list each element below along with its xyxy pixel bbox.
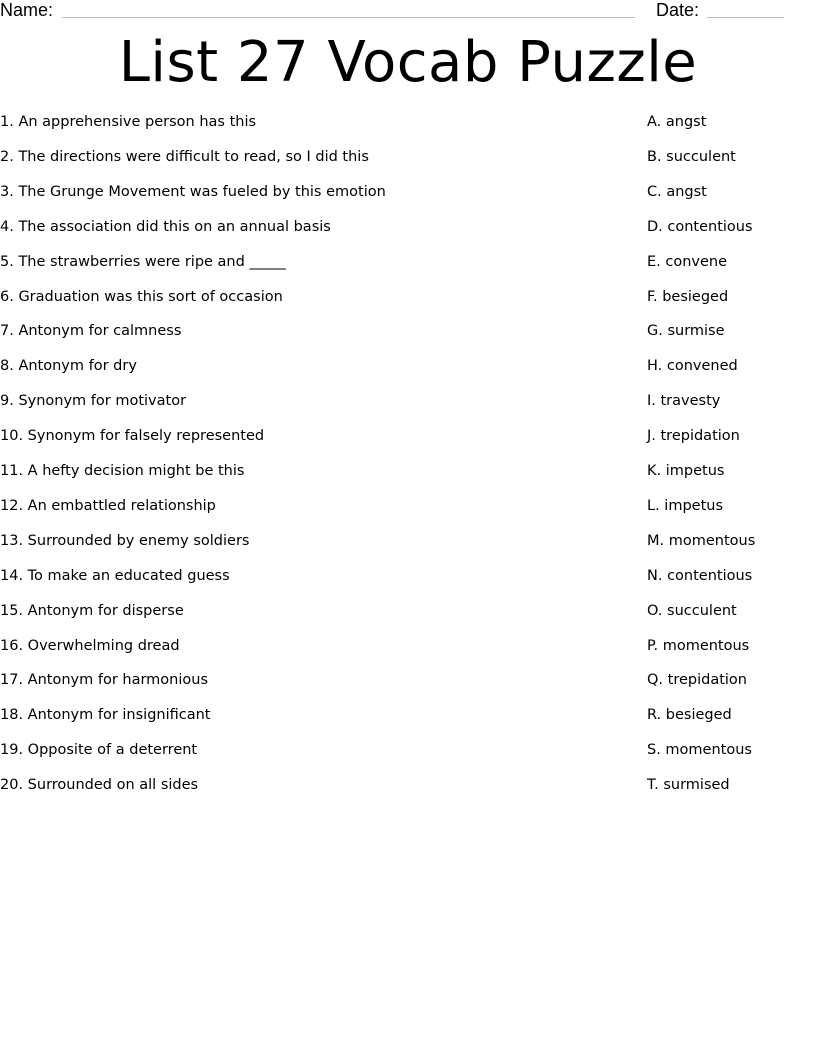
clue-text: 14. To make an educated guess (0, 567, 230, 584)
clue-text: 9. Synonym for motivator (0, 393, 187, 410)
clue-text: 10. Synonym for falsely represented (0, 428, 265, 445)
clue-text: 17. Antonym for harmonious (0, 672, 208, 689)
answer-option: R. besieged (647, 707, 732, 724)
answer-option: G. surmise (647, 323, 725, 340)
name-label: Name: (0, 0, 54, 20)
page-title: List 27 Vocab Puzzle (118, 30, 698, 95)
clue-text: 4. The association did this on an annual basis (0, 218, 331, 235)
puzzle-row (0, 216, 816, 238)
answer-option: P. momentous (647, 637, 750, 654)
answer-option: N. contentious (647, 567, 753, 584)
puzzle-row (0, 600, 816, 622)
puzzle-row (0, 286, 816, 308)
answer-option: M. momentous (647, 532, 756, 549)
puzzle-row (0, 146, 816, 168)
puzzle-row (0, 320, 816, 342)
date-label: Date: (656, 0, 700, 20)
clue-text: 13. Surrounded by enemy soldiers (0, 532, 250, 549)
puzzle-row (0, 565, 816, 587)
answer-option: Q. trepidation (647, 672, 747, 689)
clue-text: 5. The strawberries were ripe and _____ (0, 253, 286, 270)
puzzle-row (0, 495, 816, 517)
clue-text: 8. Antonym for dry (0, 358, 137, 375)
puzzle-row (0, 635, 816, 657)
puzzle-row (0, 181, 816, 203)
clue-text: 16. Overwhelming dread (0, 637, 180, 654)
answer-option: H. convened (647, 358, 738, 375)
answer-option: E. convene (647, 253, 728, 270)
date-blank-line[interactable] (707, 17, 784, 18)
name-blank-line[interactable] (62, 17, 635, 18)
puzzle-row (0, 774, 816, 796)
answer-option: I. travesty (647, 393, 721, 410)
puzzle-row (0, 669, 816, 691)
answer-option: O. succulent (647, 602, 737, 619)
puzzle-row (0, 460, 816, 482)
answer-option: L. impetus (647, 497, 724, 514)
clue-text: 12. An embattled relationship (0, 497, 216, 514)
puzzle-row (0, 530, 816, 552)
puzzle-row (0, 355, 816, 377)
header (0, 0, 816, 24)
clue-text: 3. The Grunge Movement was fueled by this emotion (0, 183, 386, 200)
clue-text: 7. Antonym for calmness (0, 323, 182, 340)
puzzle-row (0, 425, 816, 447)
clue-text: 18. Antonym for insignificant (0, 707, 211, 724)
puzzle-row (0, 111, 816, 133)
answer-option: C. angst (647, 183, 707, 200)
clue-text: 20. Surrounded on all sides (0, 777, 199, 794)
answer-option: B. succulent (647, 148, 736, 165)
answer-option: D. contentious (647, 218, 753, 235)
clue-text: 6. Graduation was this sort of occasion (0, 288, 283, 305)
puzzle-row (0, 251, 816, 273)
clue-text: 1. An apprehensive person has this (0, 114, 257, 130)
answer-option: J. trepidation (647, 428, 740, 445)
puzzle-row (0, 739, 816, 761)
clue-text: 15. Antonym for disperse (0, 602, 184, 619)
puzzle-row (0, 704, 816, 726)
puzzle-row (0, 390, 816, 412)
answer-option: S. momentous (647, 742, 752, 759)
clue-text: 19. Opposite of a deterrent (0, 742, 198, 759)
answer-option: K. impetus (647, 463, 725, 479)
answer-option: F. besieged (647, 288, 729, 305)
clue-text: 2. The directions were difficult to read, so I did this (0, 148, 369, 165)
answer-option: T. surmised (647, 777, 730, 794)
answer-option: A. angst (647, 114, 707, 130)
clue-text: 11. A hefty decision might be this (0, 463, 245, 479)
